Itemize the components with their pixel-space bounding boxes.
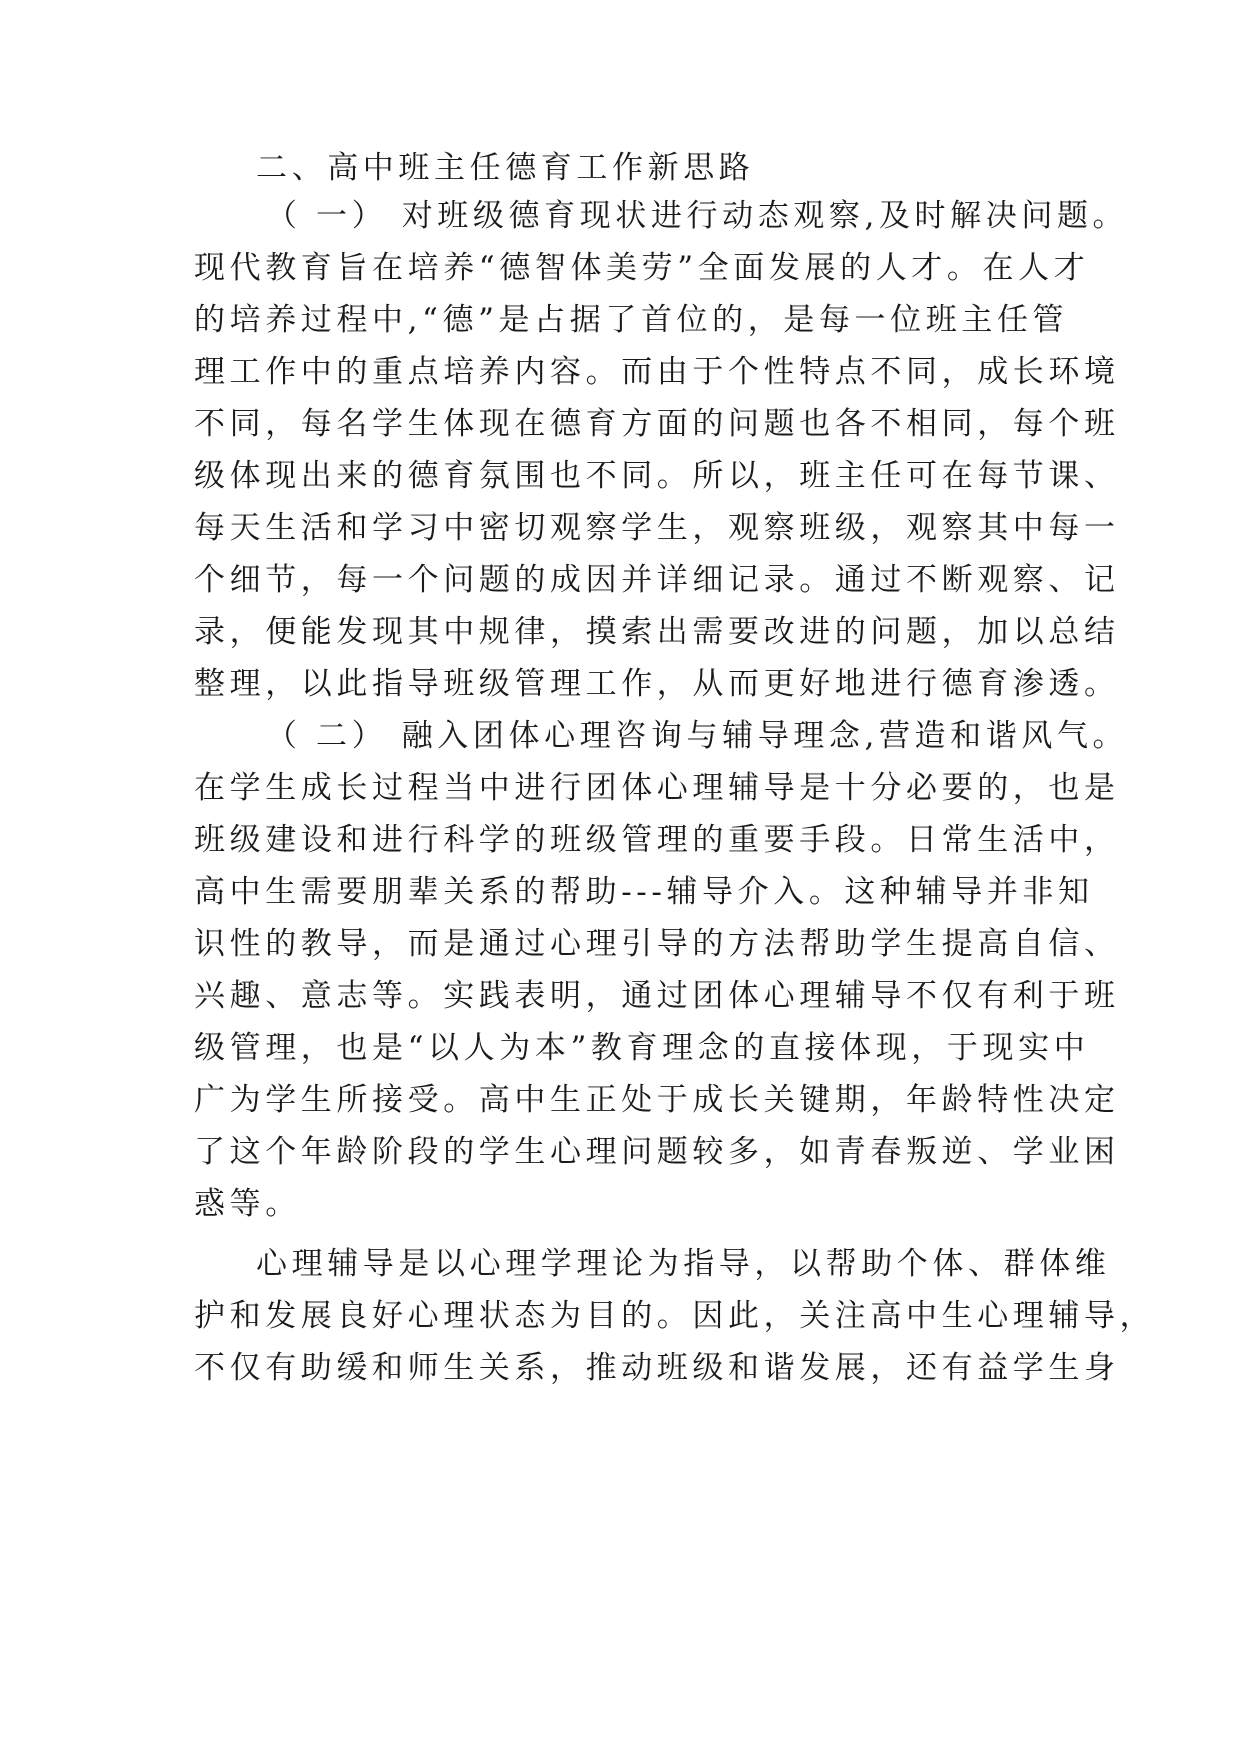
paragraph-line: 个细节，每一个问题的成因并详细记录。通过不断观察、记 [194,562,1120,598]
paragraph-line: 现代教育旨在培养“德智体美劳”全面发展的人才。在人才 [194,250,1090,286]
paragraph-line: 高中生需要朋辈关系的帮助---辅导介入。这种辅导并非知 [194,874,1094,910]
section-heading: 二、高中班主任德育工作新思路 [256,150,755,186]
paragraph-line: 识性的教导，而是通过心理引导的方法帮助学生提高自信、 [194,926,1120,962]
paragraph-line: 广为学生所接受。高中生正处于成长关键期，年龄特性决定 [194,1082,1120,1118]
paragraph-line: 兴趣、意志等。实践表明，通过团体心理辅导不仅有利于班 [194,978,1120,1014]
paragraph-line: 每天生活和学习中密切观察学生，观察班级，观察其中每一 [194,510,1120,546]
subsection-1-heading: （ 一） 对班级德育现状进行动态观察,及时解决问题。 [266,198,1129,234]
paragraph-line: 班级建设和进行科学的班级管理的重要手段。日常生活中， [194,822,1120,858]
paragraph-line: 理工作中的重点培养内容。而由于个性特点不同，成长环境 [194,354,1120,390]
paragraph-line: 录，便能发现其中规律，摸索出需要改进的问题，加以总结 [194,614,1120,650]
paragraph-line: 在学生成长过程当中进行团体心理辅导是十分必要的，也是 [194,770,1120,806]
paragraph-line: 惑等。 [194,1186,301,1222]
paragraph-line: 护和发展良好心理状态为目的。因此，关注高中生心理辅导， [194,1298,1156,1334]
paragraph-line: 级体现出来的德育氛围也不同。所以，班主任可在每节课、 [194,458,1120,494]
paragraph-line: 的培养过程中,“德”是占据了首位的，是每一位班主任管 [194,302,1069,338]
paragraph-line: 级管理，也是“以人为本”教育理念的直接体现，于现实中 [194,1030,1090,1066]
paragraph-line: 不同，每名学生体现在德育方面的问题也各不相同，每个班 [194,406,1120,442]
paragraph-line: 不仅有助缓和师生关系，推动班级和谐发展，还有益学生身 [194,1350,1120,1386]
paragraph-line: 了这个年龄阶段的学生心理问题较多，如青春叛逆、学业困 [194,1134,1120,1170]
paragraph-line: 心理辅导是以心理学理论为指导，以帮助个体、群体维 [256,1246,1111,1282]
subsection-2-heading: （ 二） 融入团体心理咨询与辅导理念,营造和谐风气。 [266,718,1129,754]
paragraph-line: 整理，以此指导班级管理工作，从而更好地进行德育渗透。 [194,666,1120,702]
